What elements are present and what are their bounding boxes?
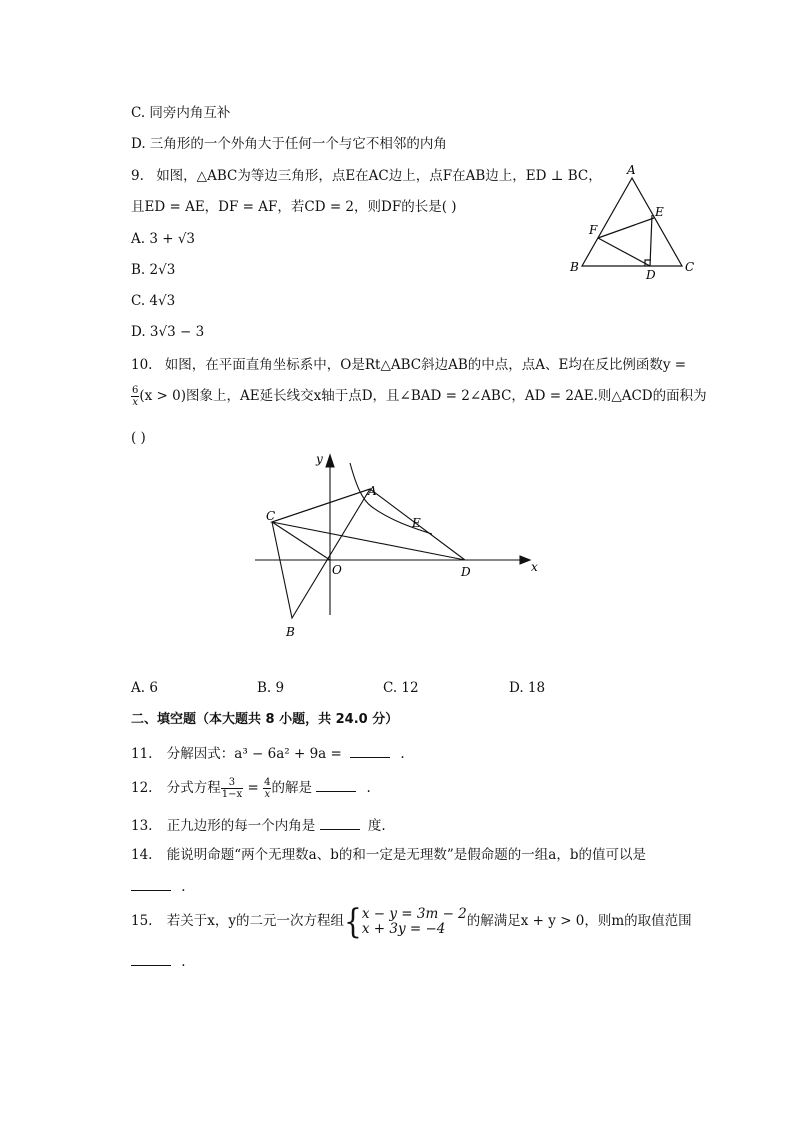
- q8-option-d: D. 三角形的一个外角大于任何一个与它不相邻的内角: [131, 136, 447, 152]
- q9-option-a: A. 3 + √3: [131, 231, 196, 247]
- q12-pre: 分式方程: [166, 780, 221, 796]
- label-c: C: [685, 260, 695, 274]
- q10-text-line3: ( ): [131, 430, 146, 446]
- q14: [131, 846, 646, 864]
- label-o: O: [332, 563, 342, 577]
- triangle-abc: [582, 178, 682, 266]
- label-e: E: [412, 516, 421, 530]
- q9-text-line2: 且ED = AE，DF = AF，若CD = 2，则DF的长是( ): [131, 199, 457, 215]
- q12-fraction-1: [221, 777, 243, 800]
- label-b: B: [570, 260, 579, 274]
- q15-number: 15.: [131, 913, 153, 929]
- q13-answer-blank[interactable]: [320, 815, 360, 830]
- q15: [131, 901, 692, 941]
- q12-post: 的解是: [271, 780, 312, 796]
- q11-answer-blank[interactable]: [350, 743, 390, 758]
- q10-text-line2: (x > 0)图象上，AE延长线交x轴于点D，且∠BAD = 2∠ABC，AD = 2AE.则△ACD的面积为: [139, 388, 707, 404]
- q12-answer-blank[interactable]: [316, 777, 356, 792]
- segment-ed: [650, 215, 652, 266]
- q9-option-c: C. 4√3: [131, 293, 176, 309]
- q14-end: .: [181, 879, 186, 895]
- q9-option-b: B. 2√3: [131, 262, 176, 278]
- q8-option-c: C. 同旁内角互补: [131, 105, 231, 121]
- q14-number: 14.: [131, 847, 153, 863]
- q15-answer-line: [131, 951, 186, 971]
- q9-triangle-figure: [560, 160, 710, 285]
- q12-f2-num: 4: [264, 777, 271, 788]
- q15-eq1: x − y = 3m − 2: [361, 905, 467, 922]
- q10-option-d: D. 18: [509, 680, 546, 696]
- label-x: x: [531, 560, 538, 574]
- q14-answer-blank[interactable]: [131, 876, 171, 891]
- label-c: C: [266, 509, 276, 523]
- q10-stem-line2: [131, 384, 707, 408]
- q10-fraction-numerator: 6: [132, 385, 139, 396]
- q15-pre: 若关于x，y的二元一次方程组: [166, 913, 345, 929]
- q10-stem-line1: [131, 356, 686, 374]
- q13-number: 13.: [131, 818, 153, 834]
- y-axis-arrow: [326, 455, 334, 467]
- label-b: B: [286, 625, 295, 639]
- label-d: D: [646, 268, 656, 282]
- label-e: E: [655, 205, 664, 219]
- q12-f1-num: 3: [221, 777, 243, 789]
- segment-fe: [598, 218, 654, 238]
- q9-number: 9.: [131, 168, 144, 184]
- q10-option-c: C. 12: [383, 680, 419, 696]
- label-y: y: [316, 452, 323, 466]
- q12-equals: =: [243, 780, 264, 796]
- q12-end: .: [366, 780, 371, 796]
- q9-text-line1: 如图，△ABC为等边三角形，点E在AC边上，点F在AB边上，ED ⊥ BC，: [156, 168, 602, 184]
- section-2-heading: 二、填空题（本大题共 8 小题，共 24.0 分）: [131, 712, 399, 727]
- q15-answer-blank[interactable]: [131, 951, 171, 966]
- q12-f2-den: x: [264, 789, 271, 800]
- q14-answer-line: [131, 876, 186, 896]
- q12-f1-den: 1−x: [221, 789, 243, 800]
- q11-end: .: [400, 746, 405, 762]
- q10-option-b: B. 9: [257, 680, 285, 696]
- label-f: F: [589, 223, 598, 237]
- q13-post: 度.: [367, 818, 386, 834]
- q9-stem-line1: [131, 167, 602, 185]
- label-a: A: [627, 163, 636, 177]
- q11: [131, 743, 405, 763]
- q13-pre: 正九边形的每一个内角是: [166, 818, 316, 834]
- triangle-acd: [272, 489, 465, 560]
- q9-option-d: D. 3√3 − 3: [131, 324, 205, 340]
- q10-text-line1: 如图，在平面直角坐标系中，O是Rt△ABC斜边AB的中点，点A、E均在反比例函数y =: [164, 357, 687, 373]
- q15-end: .: [181, 954, 186, 970]
- q15-system: [362, 907, 467, 937]
- x-axis-arrow: [520, 556, 530, 564]
- q10-coordinate-figure: [250, 445, 550, 645]
- label-d: D: [461, 565, 471, 579]
- q13: [131, 815, 386, 835]
- label-a: A: [368, 484, 377, 498]
- q15-post: 的解满足x + y > 0，则m的取值范围: [466, 913, 692, 929]
- q11-number: 11.: [131, 746, 153, 762]
- q10-number: 10.: [131, 357, 153, 373]
- q12: [131, 775, 371, 801]
- q10-fraction-denominator: x: [132, 397, 138, 408]
- q15-brace: {: [344, 901, 362, 941]
- q12-number: 12.: [131, 780, 153, 796]
- segment-fd: [598, 238, 650, 266]
- q15-eq2: x + 3y = −4: [361, 920, 446, 937]
- q14-text: 能说明命题“两个无理数a、b的和一定是无理数”是假命题的一组a，b的值可以是: [166, 847, 646, 863]
- q11-text: 分解因式：a³ − 6a² + 9a =: [166, 746, 342, 762]
- q10-option-a: A. 6: [131, 680, 158, 696]
